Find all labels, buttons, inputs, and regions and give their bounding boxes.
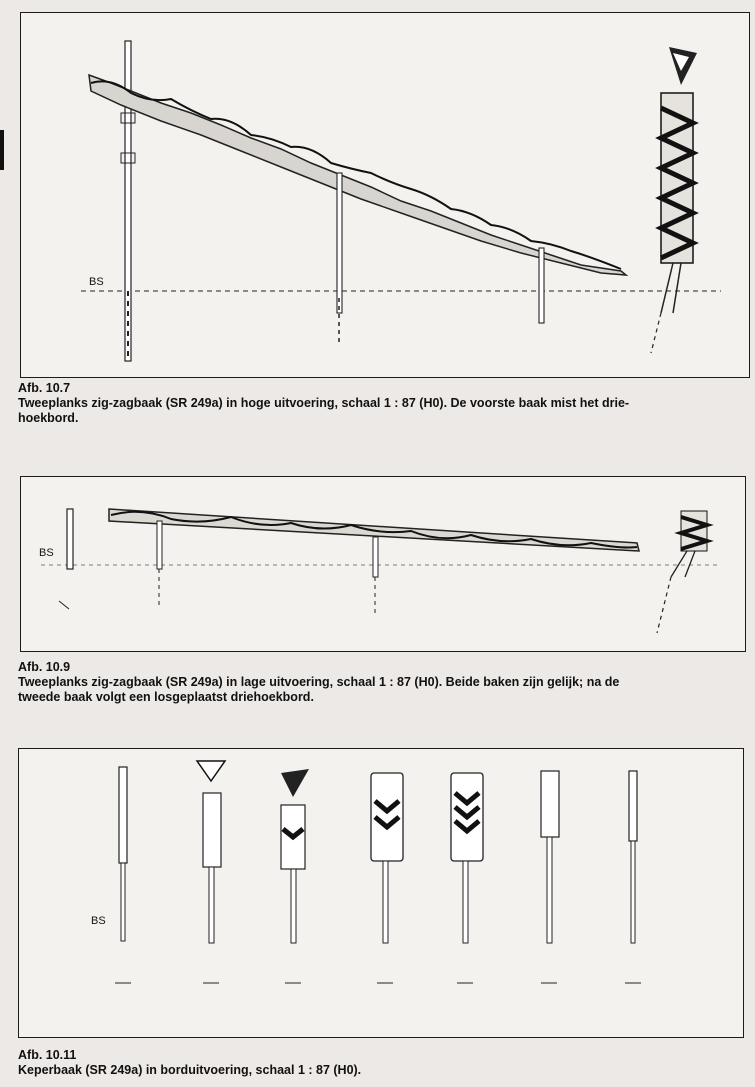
figure-label: Afb. 10.9 bbox=[18, 660, 71, 674]
figure-10-7-frame bbox=[20, 12, 750, 378]
figure-label: Afb. 10.11 bbox=[18, 1048, 77, 1062]
figure-10-9-caption bbox=[18, 660, 748, 705]
figure-10-11-drawing bbox=[19, 749, 744, 1038]
figure-10-7-drawing bbox=[21, 13, 750, 378]
ground-label: BS bbox=[39, 547, 54, 559]
caption-text: Keperbaak (SR 249a) in borduitvoering, schaal 1 : 87 (H0). bbox=[18, 1063, 362, 1077]
ground-label: BS bbox=[91, 915, 106, 927]
caption-text: Tweeplanks zig-zagbaak (SR 249a) in hoge uitvoering, schaal 1 : 87 (H0). De voorste baak mist het drie- bbox=[18, 396, 630, 410]
figure-10-7-caption bbox=[18, 381, 748, 426]
caption-text: tweede baak volgt een losgeplaatst driehoekbord. bbox=[18, 690, 314, 704]
ground-label: BS bbox=[89, 276, 104, 288]
figure-10-11-caption bbox=[18, 1048, 748, 1078]
scan-edge-mark bbox=[0, 130, 4, 170]
figure-10-9-frame bbox=[20, 476, 746, 652]
caption-text: hoekbord. bbox=[18, 411, 79, 425]
figure-10-11-frame bbox=[18, 748, 744, 1038]
figure-label: Afb. 10.7 bbox=[18, 381, 71, 395]
figure-10-9-drawing bbox=[21, 477, 746, 652]
caption-text: Tweeplanks zig-zagbaak (SR 249a) in lage uitvoering, schaal 1 : 87 (H0). Beide baken zijn gelijk; na de bbox=[18, 675, 620, 689]
